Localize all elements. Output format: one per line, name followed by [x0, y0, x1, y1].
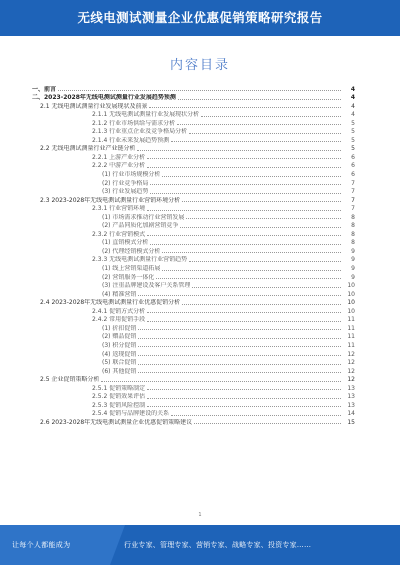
- toc-entry-page: 5: [351, 128, 355, 136]
- toc-entry[interactable]: [32, 392, 355, 401]
- toc-entry-page: 8: [351, 230, 355, 238]
- toc-entry-title: 2.1.3 行业重点企业及竞争格局分析: [92, 128, 188, 136]
- report-title: 无线电测试测量企业优惠促销策略研究报告: [77, 10, 323, 25]
- toc-entry-title: 一、前言: [32, 85, 57, 93]
- toc-leader-dots: [150, 192, 341, 194]
- toc-leader-dots: [147, 388, 341, 390]
- toc-entry-page: 4: [350, 94, 355, 102]
- toc-entry-page: 9: [351, 273, 355, 281]
- toc-entry-page: 7: [351, 196, 355, 204]
- toc-leader-dots: [147, 311, 341, 313]
- toc-leader-dots: [147, 234, 341, 236]
- toc-entry-title: 2.5 企业促销策略分析: [40, 376, 100, 384]
- toc-entry[interactable]: [32, 169, 355, 178]
- toc-leader-dots: [162, 251, 341, 253]
- toc-entry-title: (4) 返现促销: [102, 350, 137, 358]
- toc-entry-title: 2.6 2023-2028年无线电测试测量企业优惠促销策略建议: [40, 418, 193, 426]
- toc-entry[interactable]: [32, 229, 355, 238]
- footer-slogan: 让每个人都能成为: [12, 541, 71, 549]
- toc-entry[interactable]: [32, 383, 355, 392]
- toc-entry[interactable]: [32, 101, 355, 110]
- toc-entry[interactable]: [32, 272, 355, 281]
- toc-entry-title: (4) 精准营销: [102, 290, 137, 298]
- toc-leader-dots: [156, 277, 341, 279]
- toc-entry-page: 12: [347, 350, 355, 358]
- toc-entry-title: (1) 线上营销渠道拓展: [102, 265, 161, 273]
- toc-leader-dots: [180, 226, 341, 228]
- toc-entry-page: 13: [347, 384, 355, 392]
- toc-entry-page: 6: [351, 153, 355, 161]
- toc-leader-dots: [171, 140, 341, 142]
- toc-leader-dots: [162, 269, 341, 271]
- toc-entry-title: (2) 产品同质化加剧营销竞争: [102, 222, 179, 230]
- toc-entry[interactable]: [32, 110, 355, 119]
- toc-leader-dots: [58, 89, 341, 91]
- toc-entry-title: (2) 代理经销模式分析: [102, 247, 161, 255]
- toc-leader-dots: [138, 363, 341, 365]
- toc-entry[interactable]: [32, 332, 355, 341]
- toc-leader-dots: [138, 328, 341, 330]
- toc-entry-page: 9: [351, 265, 355, 273]
- toc-entry[interactable]: [32, 178, 355, 187]
- toc-entry-title: (3) 积分促销: [102, 341, 137, 349]
- toc-leader-dots: [101, 380, 341, 382]
- toc-entry[interactable]: [32, 366, 355, 375]
- toc-leader-dots: [162, 175, 341, 177]
- table-of-contents: [32, 84, 355, 426]
- toc-entry[interactable]: [32, 298, 355, 307]
- toc-entry-page: 10: [347, 307, 355, 315]
- toc-entry-title: 2.2.2 中游产业分析: [92, 162, 146, 170]
- toc-entry-title: (3) 行业发展趋势: [102, 188, 149, 196]
- toc-entry[interactable]: [32, 238, 355, 247]
- toc-entry-page: 8: [351, 239, 355, 247]
- toc-entry-page: 12: [347, 359, 355, 367]
- toc-entry-page: 11: [347, 324, 355, 332]
- toc-leader-dots: [182, 303, 341, 305]
- toc-entry[interactable]: [32, 315, 355, 324]
- toc-entry-title: (1) 折扣促销: [102, 324, 137, 332]
- toc-entry-title: 2.1 无线电测试测量行业发展现状及前景: [40, 102, 148, 110]
- toc-entry-title: (1) 市场需求推动行业营销发展: [102, 213, 185, 221]
- toc-leader-dots: [189, 260, 341, 262]
- toc-entry-page: 7: [351, 179, 355, 187]
- toc-entry[interactable]: [32, 187, 355, 196]
- toc-entry[interactable]: [32, 161, 355, 170]
- toc-entry-page: 4: [351, 111, 355, 119]
- toc-entry-title: 2.3.3 无线电测试测量行业营销趋势: [92, 256, 188, 264]
- toc-entry[interactable]: [32, 255, 355, 264]
- toc-leader-dots: [137, 149, 341, 151]
- toc-leader-dots: [149, 106, 341, 108]
- toc-entry[interactable]: [32, 93, 355, 102]
- toc-leader-dots: [186, 217, 341, 219]
- toc-leader-dots: [171, 414, 341, 416]
- toc-entry[interactable]: [32, 246, 355, 255]
- toc-entry-page: 9: [351, 247, 355, 255]
- toc-entry-page: 7: [351, 205, 355, 213]
- toc-leader-dots: [147, 397, 341, 399]
- toc-entry-page: 4: [351, 102, 355, 110]
- toc-entry-page: 15: [347, 418, 355, 426]
- toc-entry-page: 12: [347, 367, 355, 375]
- toc-entry[interactable]: [32, 221, 355, 230]
- toc-entry-page: 6: [351, 171, 355, 179]
- toc-leader-dots: [182, 200, 341, 202]
- toc-entry[interactable]: [32, 323, 355, 332]
- toc-entry-page: 6: [351, 162, 355, 170]
- toc-entry-title: (2) 赠品促销: [102, 333, 137, 341]
- toc-entry-title: 2.5.1 促销策略制定: [92, 384, 146, 392]
- toc-leader-dots: [201, 115, 341, 117]
- toc-entry[interactable]: [32, 212, 355, 221]
- toc-entry-title: 2.1.1 无线电测试测量行业发展现状分析: [92, 111, 200, 119]
- toc-leader-dots: [147, 166, 341, 168]
- toc-entry-page: 12: [347, 376, 355, 384]
- toc-entry-title: 2.3.1 行业营销环境: [92, 205, 146, 213]
- toc-entry-page: 9: [351, 256, 355, 264]
- toc-entry-page: 4: [350, 85, 355, 93]
- toc-entry-page: 11: [347, 341, 355, 349]
- toc-entry-title: (5) 联合促销: [102, 359, 137, 367]
- toc-entry[interactable]: [32, 204, 355, 213]
- toc-entry[interactable]: [32, 306, 355, 315]
- toc-leader-dots: [150, 243, 341, 245]
- toc-leader-dots: [177, 123, 341, 125]
- toc-entry-title: 2.5.2 促销效果评估: [92, 393, 146, 401]
- toc-entry-title: (3) 注重品牌建设及客户关系管理: [102, 282, 191, 290]
- footer-roles: 行业专家、管理专家、营销专家、战略专家、投资专家……: [124, 541, 312, 549]
- toc-entry-title: 2.4.1 促销方式分析: [92, 307, 146, 315]
- toc-entry-title: 2.4 2023-2028年无线电测试测量行业优惠促销分析: [40, 299, 181, 307]
- toc-leader-dots: [147, 209, 341, 211]
- toc-entry-title: 2.2.1 上游产业分析: [92, 153, 146, 161]
- toc-entry[interactable]: [32, 127, 355, 136]
- toc-entry[interactable]: [32, 349, 355, 358]
- toc-entry-title: 2.3.2 行业营销模式: [92, 230, 146, 238]
- toc-entry-page: 8: [351, 222, 355, 230]
- toc-entry-title: 二、2023-2028年无线电测试测量行业发展趋势预测: [32, 94, 176, 102]
- toc-leader-dots: [178, 98, 341, 100]
- toc-entry-page: 14: [347, 410, 355, 418]
- toc-leader-dots: [147, 157, 341, 159]
- toc-entry-page: 5: [351, 145, 355, 153]
- toc-leader-dots: [138, 354, 341, 356]
- toc-entry[interactable]: [32, 340, 355, 349]
- toc-entry-page: 10: [347, 299, 355, 307]
- toc-entry-page: 5: [351, 119, 355, 127]
- toc-leader-dots: [138, 294, 341, 296]
- toc-entry[interactable]: [32, 375, 355, 384]
- toc-entry[interactable]: [32, 118, 355, 127]
- toc-entry[interactable]: [32, 195, 355, 204]
- toc-entry-page: 7: [351, 188, 355, 196]
- toc-entry[interactable]: [32, 135, 355, 144]
- toc-entry-title: (6) 其他促销: [102, 367, 137, 375]
- toc-entry-title: 2.4.2 常用促销手段: [92, 316, 146, 324]
- toc-entry-title: (1) 直销模式分析: [102, 239, 149, 247]
- toc-entry-page: 13: [347, 401, 355, 409]
- toc-entry[interactable]: [32, 409, 355, 418]
- toc-entry[interactable]: [32, 152, 355, 161]
- toc-entry[interactable]: [32, 84, 355, 93]
- toc-entry-title: (1) 行业市场规模分析: [102, 171, 161, 179]
- toc-entry[interactable]: [32, 281, 355, 290]
- toc-entry-page: 8: [351, 213, 355, 221]
- toc-entry-title: 2.2 无线电测试测量行业产业链分析: [40, 145, 136, 153]
- toc-entry-title: 2.1.2 行业市场供给与需求分析: [92, 119, 176, 127]
- toc-leader-dots: [147, 405, 341, 407]
- toc-leader-dots: [138, 371, 341, 373]
- toc-entry-title: 2.5.4 促销与品牌建设的关系: [92, 410, 170, 418]
- toc-leader-dots: [138, 345, 341, 347]
- toc-entry-title: 2.1.4 行业未来发展趋势预测: [92, 136, 170, 144]
- toc-entry-page: 10: [347, 290, 355, 298]
- toc-entry-page: 11: [347, 333, 355, 341]
- toc-leader-dots: [138, 337, 341, 339]
- toc-leader-dots: [189, 132, 341, 134]
- toc-entry[interactable]: [32, 289, 355, 298]
- toc-leader-dots: [194, 422, 341, 424]
- toc-entry-page: 10: [347, 282, 355, 290]
- toc-entry-page: 11: [347, 316, 355, 324]
- toc-entry-title: (2) 行业竞争格局: [102, 179, 149, 187]
- toc-entry[interactable]: [32, 417, 355, 426]
- toc-entry-title: (2) 营销服务一体化: [102, 273, 155, 281]
- toc-entry-page: 5: [351, 136, 355, 144]
- page-number: 1: [198, 512, 202, 518]
- toc-entry-page: 13: [347, 393, 355, 401]
- toc-leader-dots: [192, 286, 341, 288]
- toc-entry[interactable]: [32, 263, 355, 272]
- toc-leader-dots: [150, 183, 341, 185]
- toc-entry-title: 2.3 2023-2028年无线电测试测量行业营销环境分析: [40, 196, 181, 204]
- toc-entry[interactable]: [32, 144, 355, 153]
- toc-heading: 内容目录: [169, 58, 230, 73]
- toc-leader-dots: [147, 320, 341, 322]
- toc-entry[interactable]: [32, 358, 355, 367]
- toc-entry-title: 2.5.3 促销风险控制: [92, 401, 146, 409]
- toc-entry[interactable]: [32, 400, 355, 409]
